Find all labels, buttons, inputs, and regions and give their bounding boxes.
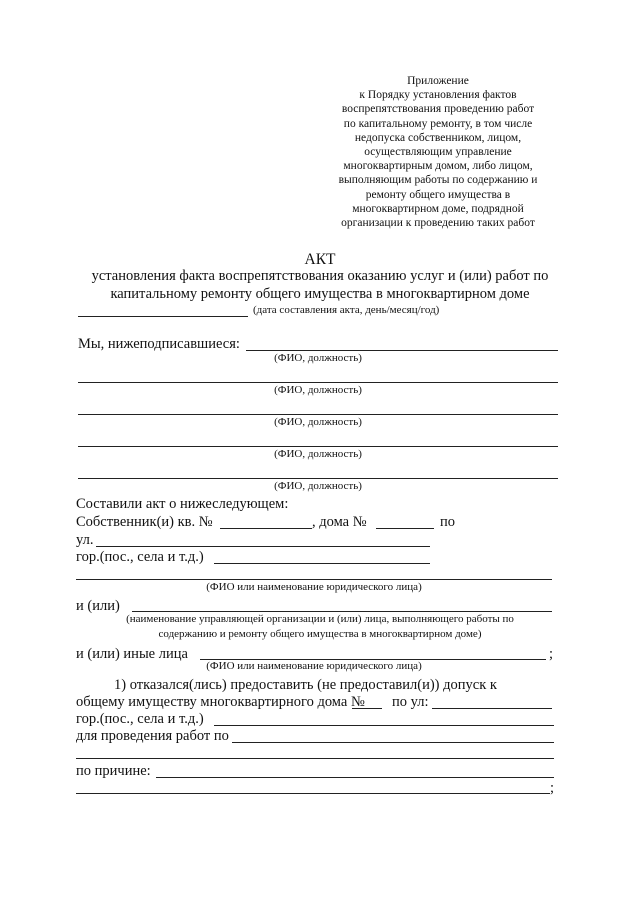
appendix-line: выполняющим работы по содержанию и — [338, 174, 538, 187]
city-label: гор.(пос., села и т.д.) — [76, 549, 204, 565]
other-persons-label: и (или) иные лица — [76, 646, 188, 662]
refusal-street-label: по ул: — [392, 694, 429, 710]
appendix-block — [328, 74, 548, 230]
refusal-city-label: гор.(пос., села и т.д.) — [76, 711, 204, 727]
appendix-line: воспрепятствования проведению работ — [341, 103, 535, 116]
signatory-caption: (ФИО, должность) — [274, 352, 362, 364]
signatory-2-field[interactable] — [78, 382, 558, 383]
signatories-label: Мы, нижеподписавшиеся: — [78, 336, 240, 352]
works-field[interactable] — [232, 742, 554, 743]
management-caption-line-2: содержанию и ремонту общего имущества в многоквартирном доме) — [158, 628, 482, 640]
appendix-line: недопуска собственником, лицом, — [354, 131, 522, 144]
appendix-line: многоквартирном доме, подрядной — [352, 202, 524, 215]
refused-line-1: 1) отказался(лись) предоставить (не предоставил(и)) допуск к — [114, 677, 497, 693]
works-label: для проведения работ по — [76, 728, 229, 744]
composed-act-label: Составили акт о нижеследующем: — [76, 496, 289, 512]
apartment-number-field[interactable] — [220, 528, 312, 529]
refusal-street-field[interactable] — [432, 708, 552, 709]
signatory-caption: (ФИО, должность) — [274, 384, 362, 396]
appendix-line: ремонту общего имущества в — [365, 188, 511, 201]
appendix-line: осуществляющим управление — [364, 146, 512, 159]
house-label: , дома № — [312, 514, 367, 530]
po-label: по — [440, 514, 456, 530]
reason-field[interactable] — [156, 777, 554, 778]
street-field[interactable] — [96, 546, 430, 547]
appendix-line: многоквартирным домом, либо лицом, — [343, 160, 533, 173]
reason-field-continuation[interactable] — [76, 793, 550, 794]
appendix-line: Приложение — [407, 75, 469, 87]
other-persons-caption: (ФИО или наименование юридического лица) — [206, 660, 422, 672]
act-subtitle-line-1: установления факта воспрепятствования оказанию услуг и (или) работ по — [91, 268, 549, 284]
appendix-line: к Порядку установления фактов — [359, 89, 517, 102]
date-caption: (дата составления акта, день/месяц/год) — [253, 304, 440, 316]
works-field-continuation[interactable] — [76, 758, 554, 759]
owner-fio-caption: (ФИО или наименование юридического лица) — [206, 581, 422, 593]
refused-line-2: общему имуществу многоквартирного дома № — [76, 694, 365, 710]
end-semicolon: ; — [550, 780, 555, 796]
management-caption-line-1: (наименование управляющей организации и (или) лица, выполняющего работы по — [126, 613, 514, 625]
appendix-line: по капитальному ремонту, в том числе — [343, 117, 533, 130]
act-subtitle-line-2: капитальному ремонту общего имущества в многоквартирном доме — [110, 286, 530, 302]
signatory-caption: (ФИО, должность) — [274, 448, 362, 460]
management-org-field[interactable] — [132, 611, 552, 612]
owner-fio-field[interactable] — [76, 579, 552, 580]
signatory-caption: (ФИО, должность) — [274, 480, 362, 492]
refusal-city-field[interactable] — [214, 725, 554, 726]
refusal-house-number-field[interactable] — [352, 708, 382, 709]
house-number-field[interactable] — [376, 528, 434, 529]
semicolon: ; — [549, 646, 554, 662]
act-heading: АКТ — [304, 251, 336, 268]
signatory-5-field[interactable] — [78, 478, 558, 479]
date-field-line[interactable] — [78, 316, 248, 317]
owner-apartment-label: Собственник(и) кв. № — [76, 514, 213, 530]
signatory-caption: (ФИО, должность) — [274, 416, 362, 428]
city-field[interactable] — [214, 563, 430, 564]
signatory-4-field[interactable] — [78, 446, 558, 447]
signatory-3-field[interactable] — [78, 414, 558, 415]
signatory-1-field[interactable] — [246, 350, 558, 351]
reason-label: по причине: — [76, 763, 151, 779]
and-or-label: и (или) — [76, 598, 120, 614]
appendix-line: организации к проведению таких работ — [341, 217, 535, 230]
street-label: ул. — [76, 532, 94, 548]
